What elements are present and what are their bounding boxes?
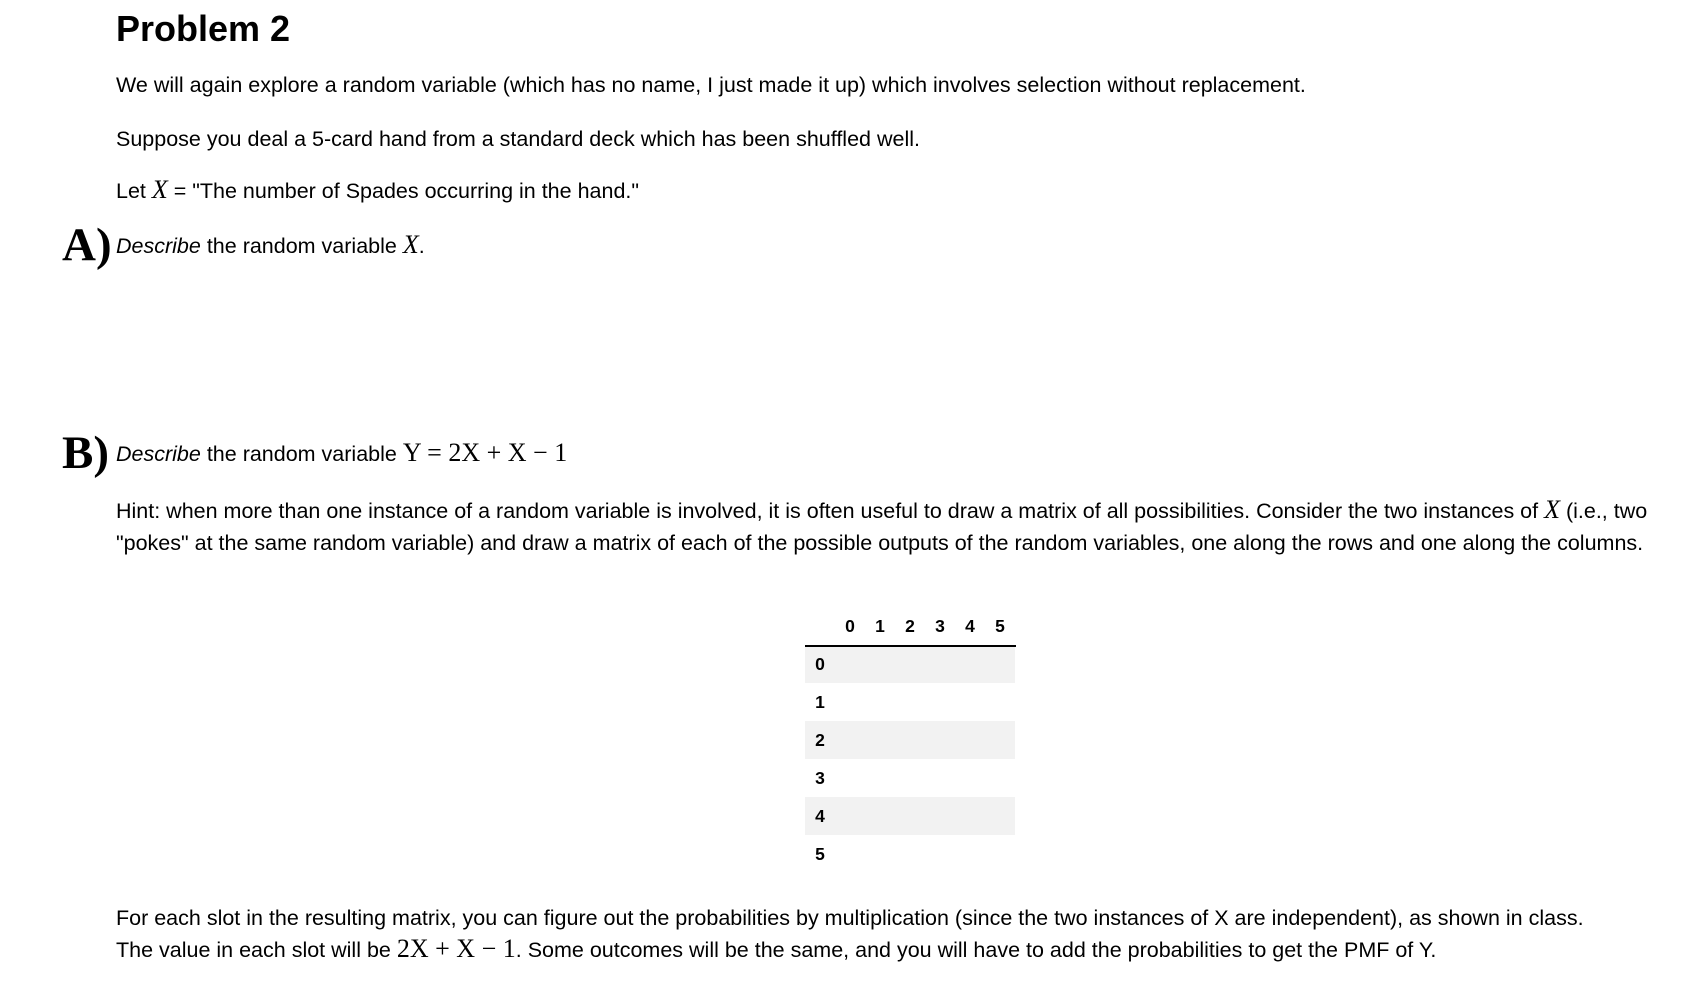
matrix-row: [805, 645, 1015, 683]
hint-after: (i.e., two "pokes" at the same random variable) and draw a matrix of each of the possible outputs of the random variables, one along the rows and one along the columns.: [116, 499, 1648, 555]
matrix-col-header: 1: [875, 616, 885, 636]
matrix-row: [805, 797, 1015, 835]
intro-paragraph: We will again explore a random variable (which has no name, I just made it up) which involves selection without replacement.: [116, 73, 1306, 97]
part-b-text: the random variable: [206, 442, 397, 466]
matrix-header-divider: [805, 645, 1016, 647]
possibility-matrix: [805, 608, 1015, 873]
closing-line-2-after: . Some outcomes will be the same, and you will have to add the probabilities to get the PMF of Y.: [515, 938, 1437, 962]
hint-paragraph: [116, 494, 1701, 559]
part-b-describe: Describe: [116, 442, 201, 466]
matrix-corner: [805, 608, 835, 645]
part-a-variable: X: [402, 230, 419, 259]
part-a-prompt: [116, 229, 425, 262]
matrix-row: [805, 683, 1015, 721]
let-variable: X: [151, 175, 168, 204]
part-a-label: A): [62, 219, 112, 271]
matrix-col-header: 2: [905, 616, 915, 636]
matrix-col-header: 3: [935, 616, 945, 636]
matrix-row-header: 0: [805, 645, 835, 683]
part-a-text: the random variable: [206, 234, 397, 258]
closing-line-2: [116, 933, 1436, 966]
page-title: Problem 2: [116, 8, 291, 49]
matrix-header-row: [805, 608, 1015, 645]
let-rest: = "The number of Spades occurring in the hand.": [173, 179, 640, 203]
matrix-row-header: 4: [805, 797, 835, 835]
matrix-row-header: 1: [815, 691, 825, 712]
matrix-col-header: 4: [965, 616, 975, 636]
part-b-prompt: [116, 437, 567, 470]
matrix-row-cells: [835, 645, 1015, 683]
matrix-row: [805, 835, 1015, 873]
let-prefix: Let: [116, 179, 146, 203]
matrix-row: [805, 721, 1015, 759]
matrix-row: [805, 759, 1015, 797]
part-a-describe: Describe: [116, 234, 201, 258]
matrix-row-header: 3: [815, 767, 825, 788]
matrix-row-header: 5: [815, 843, 825, 864]
matrix-row-cells: [835, 835, 1015, 873]
closing-line-1: For each slot in the resulting matrix, you can figure out the probabilities by multiplication (since the two instances of X are independent), as shown in class.: [116, 906, 1584, 930]
closing-formula: 2X + X − 1: [396, 934, 516, 963]
matrix-col-header: 5: [995, 616, 1005, 636]
matrix-col-header: 0: [845, 616, 855, 636]
matrix-row-cells: [835, 759, 1015, 797]
matrix-row-cells: [835, 797, 1015, 835]
setup-paragraph: Suppose you deal a 5-card hand from a standard deck which has been shuffled well.: [116, 127, 920, 151]
part-b-formula: Y = 2X + X − 1: [402, 438, 568, 467]
hint-variable: X: [1544, 495, 1560, 524]
part-a-end: .: [418, 234, 425, 258]
matrix-row-header: 2: [805, 721, 835, 759]
let-definition: [116, 174, 639, 207]
hint-before: Hint: when more than one instance of a random variable is involved, it is often useful to draw a matrix of all possibilities. Consider the two instances of: [116, 499, 1539, 523]
closing-line-2-before: The value in each slot will be: [116, 938, 391, 962]
part-b-label: B): [62, 427, 109, 479]
matrix-row-cells: [835, 721, 1015, 759]
matrix-row-cells: [835, 683, 1015, 721]
